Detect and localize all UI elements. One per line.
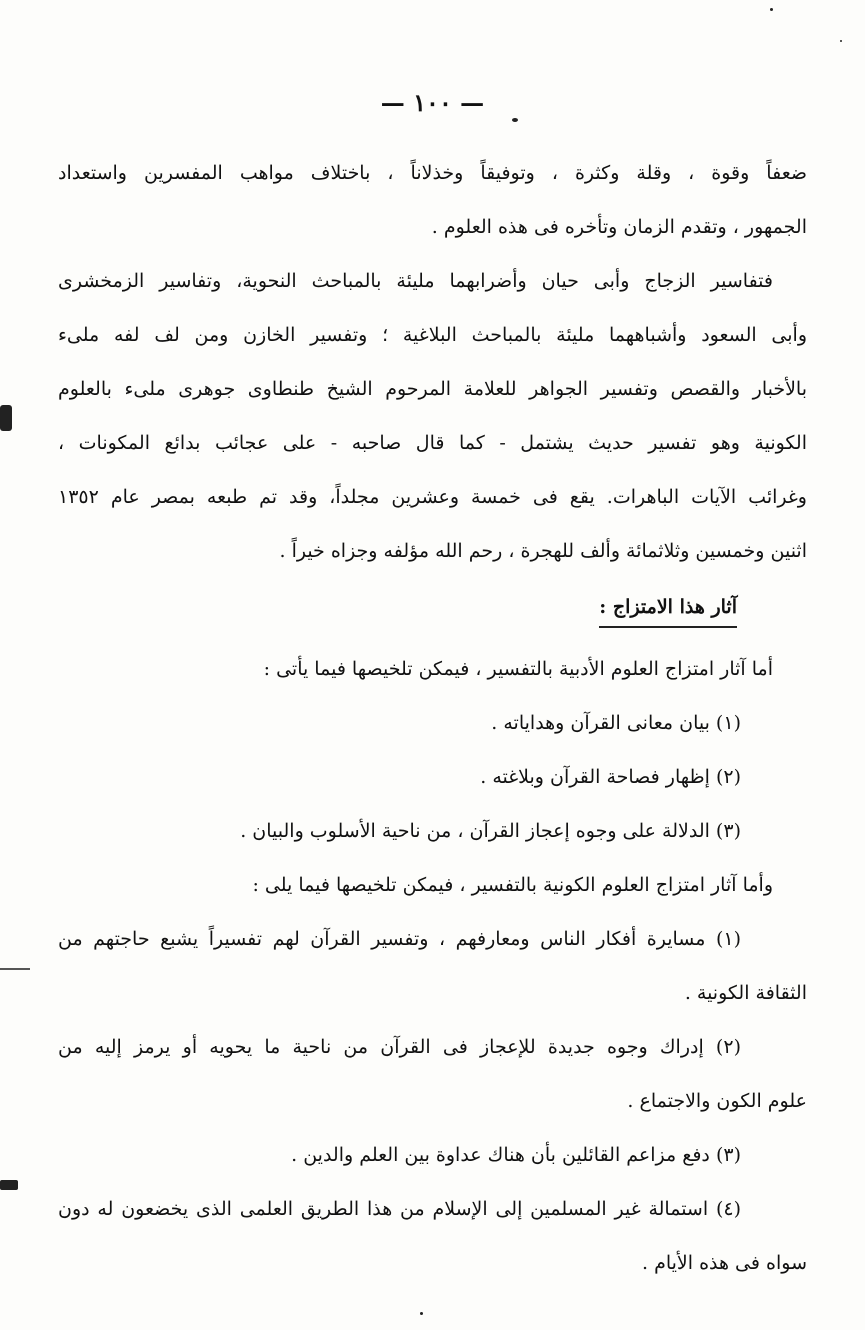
list-item-continuation: الثقافة الكونية . (684, 982, 807, 1004)
list-item: (٣) دفع مزاعم القائلين بأن هناك عداوة بين العلم والدين . (291, 1144, 741, 1166)
list-item: (٢) إظهار فصاحة القرآن وبلاغته . (480, 766, 741, 788)
list-item: (١) بيان معانى القرآن وهداياته . (491, 712, 741, 734)
list-item: (١) مسايرة أفكار الناس ومعارفهم ، وتفسير القرآن لهم تفسيراً يشبع حاجتهم من (58, 928, 741, 950)
scan-speck (512, 118, 518, 122)
paragraph-line: بالأخبار والقصص وتفسير الجواهر للعلامة المرحوم الشيخ طنطاوى جوهرى ملىء بالعلوم (58, 378, 807, 400)
paragraph-line: وغرائب الآيات الباهرات. يقع فى خمسة وعشرين مجلداً، وقد تم طبعه بمصر عام ١٣٥٢ (58, 486, 807, 508)
paragraph-line: الكونية وهو تفسير حديث يشتمل - كما قال صاحبه - على عجائب بدائع المكونات ، (58, 432, 807, 454)
scan-margin-mark (0, 405, 12, 431)
list-item-continuation: علوم الكون والاجتماع . (627, 1090, 807, 1112)
paragraph-line: الجمهور ، وتقدم الزمان وتأخره فى هذه العلوم . (431, 216, 807, 238)
list-intro: وأما آثار امتزاج العلوم الكونية بالتفسير ، فيمكن تلخيصها فيما يلى : (252, 874, 773, 896)
paragraph-line: ضعفاً وقوة ، وقلة وكثرة ، وتوفيقاً وخذلاناً ، باختلاف مواهب المفسرين واستعداد (58, 162, 807, 184)
list-intro: أما آثار امتزاج العلوم الأدبية بالتفسير ، فيمكن تلخيصها فيما يأتى : (263, 658, 773, 680)
paragraph-line: فتفاسير الزجاج وأبى حيان وأضرابهما مليئة بالمباحث النحوية، وتفاسير الزمخشرى (58, 270, 773, 292)
scan-speck (770, 8, 773, 11)
scan-margin-mark (0, 968, 30, 970)
scan-speck (840, 40, 842, 42)
list-item: (٣) الدلالة على وجوه إعجاز القرآن ، من ناحية الأسلوب والبيان . (240, 820, 741, 842)
list-item: (٤) استمالة غير المسلمين إلى الإسلام من هذا الطريق العلمى الذى يخضعون له دون (58, 1198, 741, 1220)
paragraph-line: وأبى السعود وأشباههما مليئة بالمباحث البلاغية ؛ وتفسير الخازن ومن لف لفه ملىء (58, 324, 807, 346)
section-heading: آثار هذا الامتزاج : (599, 594, 737, 628)
scan-margin-mark (0, 1180, 18, 1190)
page-number: — ١٠٠ — (380, 88, 485, 117)
list-item-continuation: سواه فى هذه الأيام . (642, 1252, 807, 1274)
scan-speck (420, 1312, 423, 1315)
paragraph-line: اثنين وخمسين وثلاثمائة وألف للهجرة ، رحم الله مؤلفه وجزاه خيراً . (279, 540, 807, 562)
list-item: (٢) إدراك وجوه جديدة للإعجاز فى القرآن من ناحية ما يحويه أو يرمز إليه من (58, 1036, 741, 1058)
